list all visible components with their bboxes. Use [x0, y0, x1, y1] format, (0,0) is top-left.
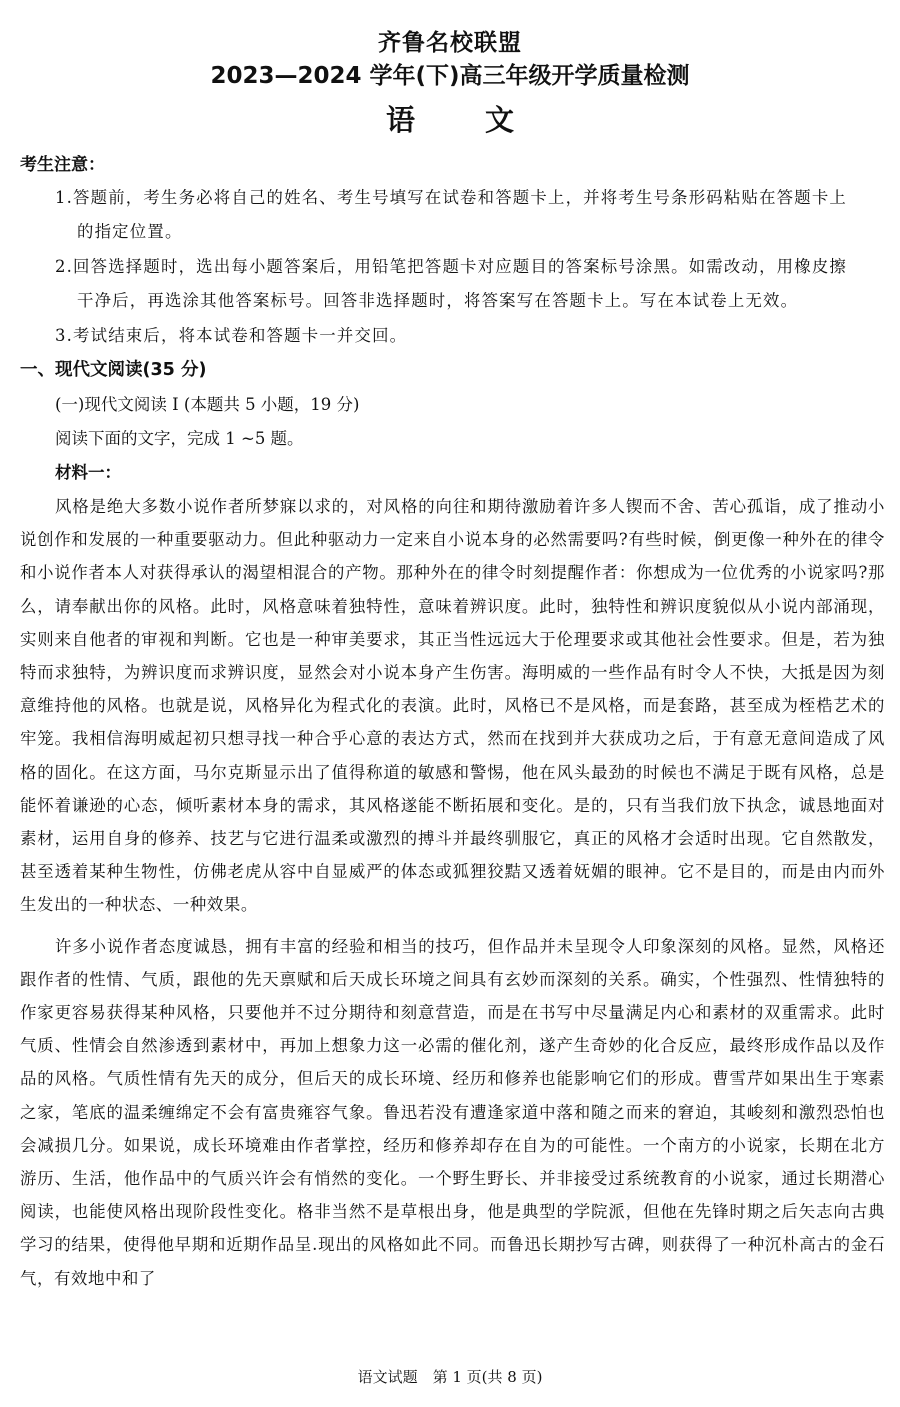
subject-title: 语 文 [385, 103, 545, 137]
exam-title: 2023—2024 学年(下)高三年级开学质量检测 [210, 63, 690, 89]
passage-paragraph-2: 许多小说作者态度诚恳，拥有丰富的经验和相当的技巧，但作品并未呈现令人印象深刻的风格。显然，风格还跟作者的性情、气质，跟他的先天禀赋和后天成长环境之间具有玄妙而深刻的关系。确实，个性强烈、性情独特的作家更容易获得某种风格，只要他并不过分期待和刻意营造，而是在书写中尽量满足内心和素材的双重需求。此时气质、性情会自然渗透到素材中，再加上想象力这一必需的催化剂，遂产生奇妙的化合反应，最终形成作品以及作品的风格。气质性情有先天的成分，但后天的成长环境、经历和修养也能影响它们的形成。曹雪芹如果出生于寒素之家，笔底的温柔缠绵定不会有富贵雍容气象。鲁迅若没有遭逢家道中落和随之而来的窘迫，其峻刻和激烈恐怕也会减损几分。如果说，成长环境难由作者掌控，经历和修养却存在自为的可能性。一个南方的小说家，长期在北方游历、生活，他作品中的气质兴许会有悄然的变化。一个野生野长、并非接受过系统教育的小说家，通过长期潜心阅读，也能使风格出现阶段性变化。格非当然不是草根出身，他是典型的学院派，但他在先锋时期之后矢志向古典学习的结果，使得他早期和近期作品呈.现出的风格如此不同。而鲁迅长期抄写古碑，则获得了一种沉朴高古的金石气，有效地中和了 [20, 936, 885, 1288]
reading-instruction: 阅读下面的文字，完成 1 ~5 题。 [55, 429, 304, 448]
section-heading: 一、现代文阅读(35 分) [20, 360, 207, 380]
notice-item-2-line-2: 干净后，再选涂其他答案标号。回答非选择题时，将答案写在答题卡上。写在本试卷上无效。 [77, 291, 799, 310]
page-footer: 语文试题 第 1 页(共 8 页) [357, 1368, 543, 1386]
notice-item-1-line-1: 1.答题前，考生务必将自己的姓名、考生号填写在试卷和答题卡上，并将考生号条形码粘贴在答题卡上 [55, 188, 848, 207]
material-label: 材料一： [55, 463, 121, 482]
notice-item-3: 3.考试结束后，将本试卷和答题卡一并交回。 [55, 326, 408, 345]
notice-item-2-line-1: 2.回答选择题时，选出每小题答案后，用铅笔把答题卡对应题目的答案标号涂黑。如需改动，用橡皮擦 [55, 257, 848, 276]
passage-paragraph-1: 风格是绝大多数小说作者所梦寐以求的，对风格的向往和期待激励着许多人锲而不舍、苦心孤诣，成了推动小说创作和发展的一种重要驱动力。但此种驱动力一定来自小说本身的必然需要吗?有些时候，倒更像一种外在的律令和小说作者本人对获得承认的渴望相混合的产物。那种外在的律令时刻提醒作者：你想成为一位优秀的小说家吗?那么，请奉献出你的风格。此时，风格意味着独特性，意味着辨识度。此时，独特性和辨识度貌似从小说内部涌现，实则来自他者的审视和判断。它也是一种审美要求，其正当性远远大于伦理要求或其他社会性要求。但是，若为独特而求独特，为辨识度而求辨识度，显然会对小说本身产生伤害。海明威的一些作品有时令人不快，大抵是因为刻意维持他的风格。也就是说，风格异化为程式化的表演。此时，风格已不是风格，而是套路，甚至成为桎梏艺术的牢笼。我相信海明威起初只想寻找一种合乎心意的表达方式，然而在找到并大获成功之后，于有意无意间造成了风格的固化。在这方面，马尔克斯显示出了值得称道的敏感和警惕，他在风头最劲的时候也不满足于既有风格，总是能怀着谦逊的心态，倾听素材本身的需求，其风格遂能不断拓展和变化。是的，只有当我们放下执念，诚恳地面对素材，运用自身的修养、技艺与它进行温柔或激烈的搏斗并最终驯服它，真正的风格才会适时出现。它自然散发，甚至透着某种生物性，仿佛老虎从容中自显威严的体态或狐狸狡黠又透着妩媚的眼神。它不是目的，而是由内而外生发出的一种状态、一种效果。 [20, 497, 885, 915]
notice-item-2 [55, 250, 887, 318]
notice-item-1 [55, 181, 887, 249]
notice-item-1-line-2: 的指定位置。 [77, 222, 183, 241]
alliance-title: 齐鲁名校联盟 [378, 30, 522, 56]
notice-heading: 考生注意： [20, 155, 105, 175]
part-heading: (一)现代文阅读 I (本题共 5 小题，19 分) [55, 395, 360, 414]
passage-body [20, 490, 885, 1295]
